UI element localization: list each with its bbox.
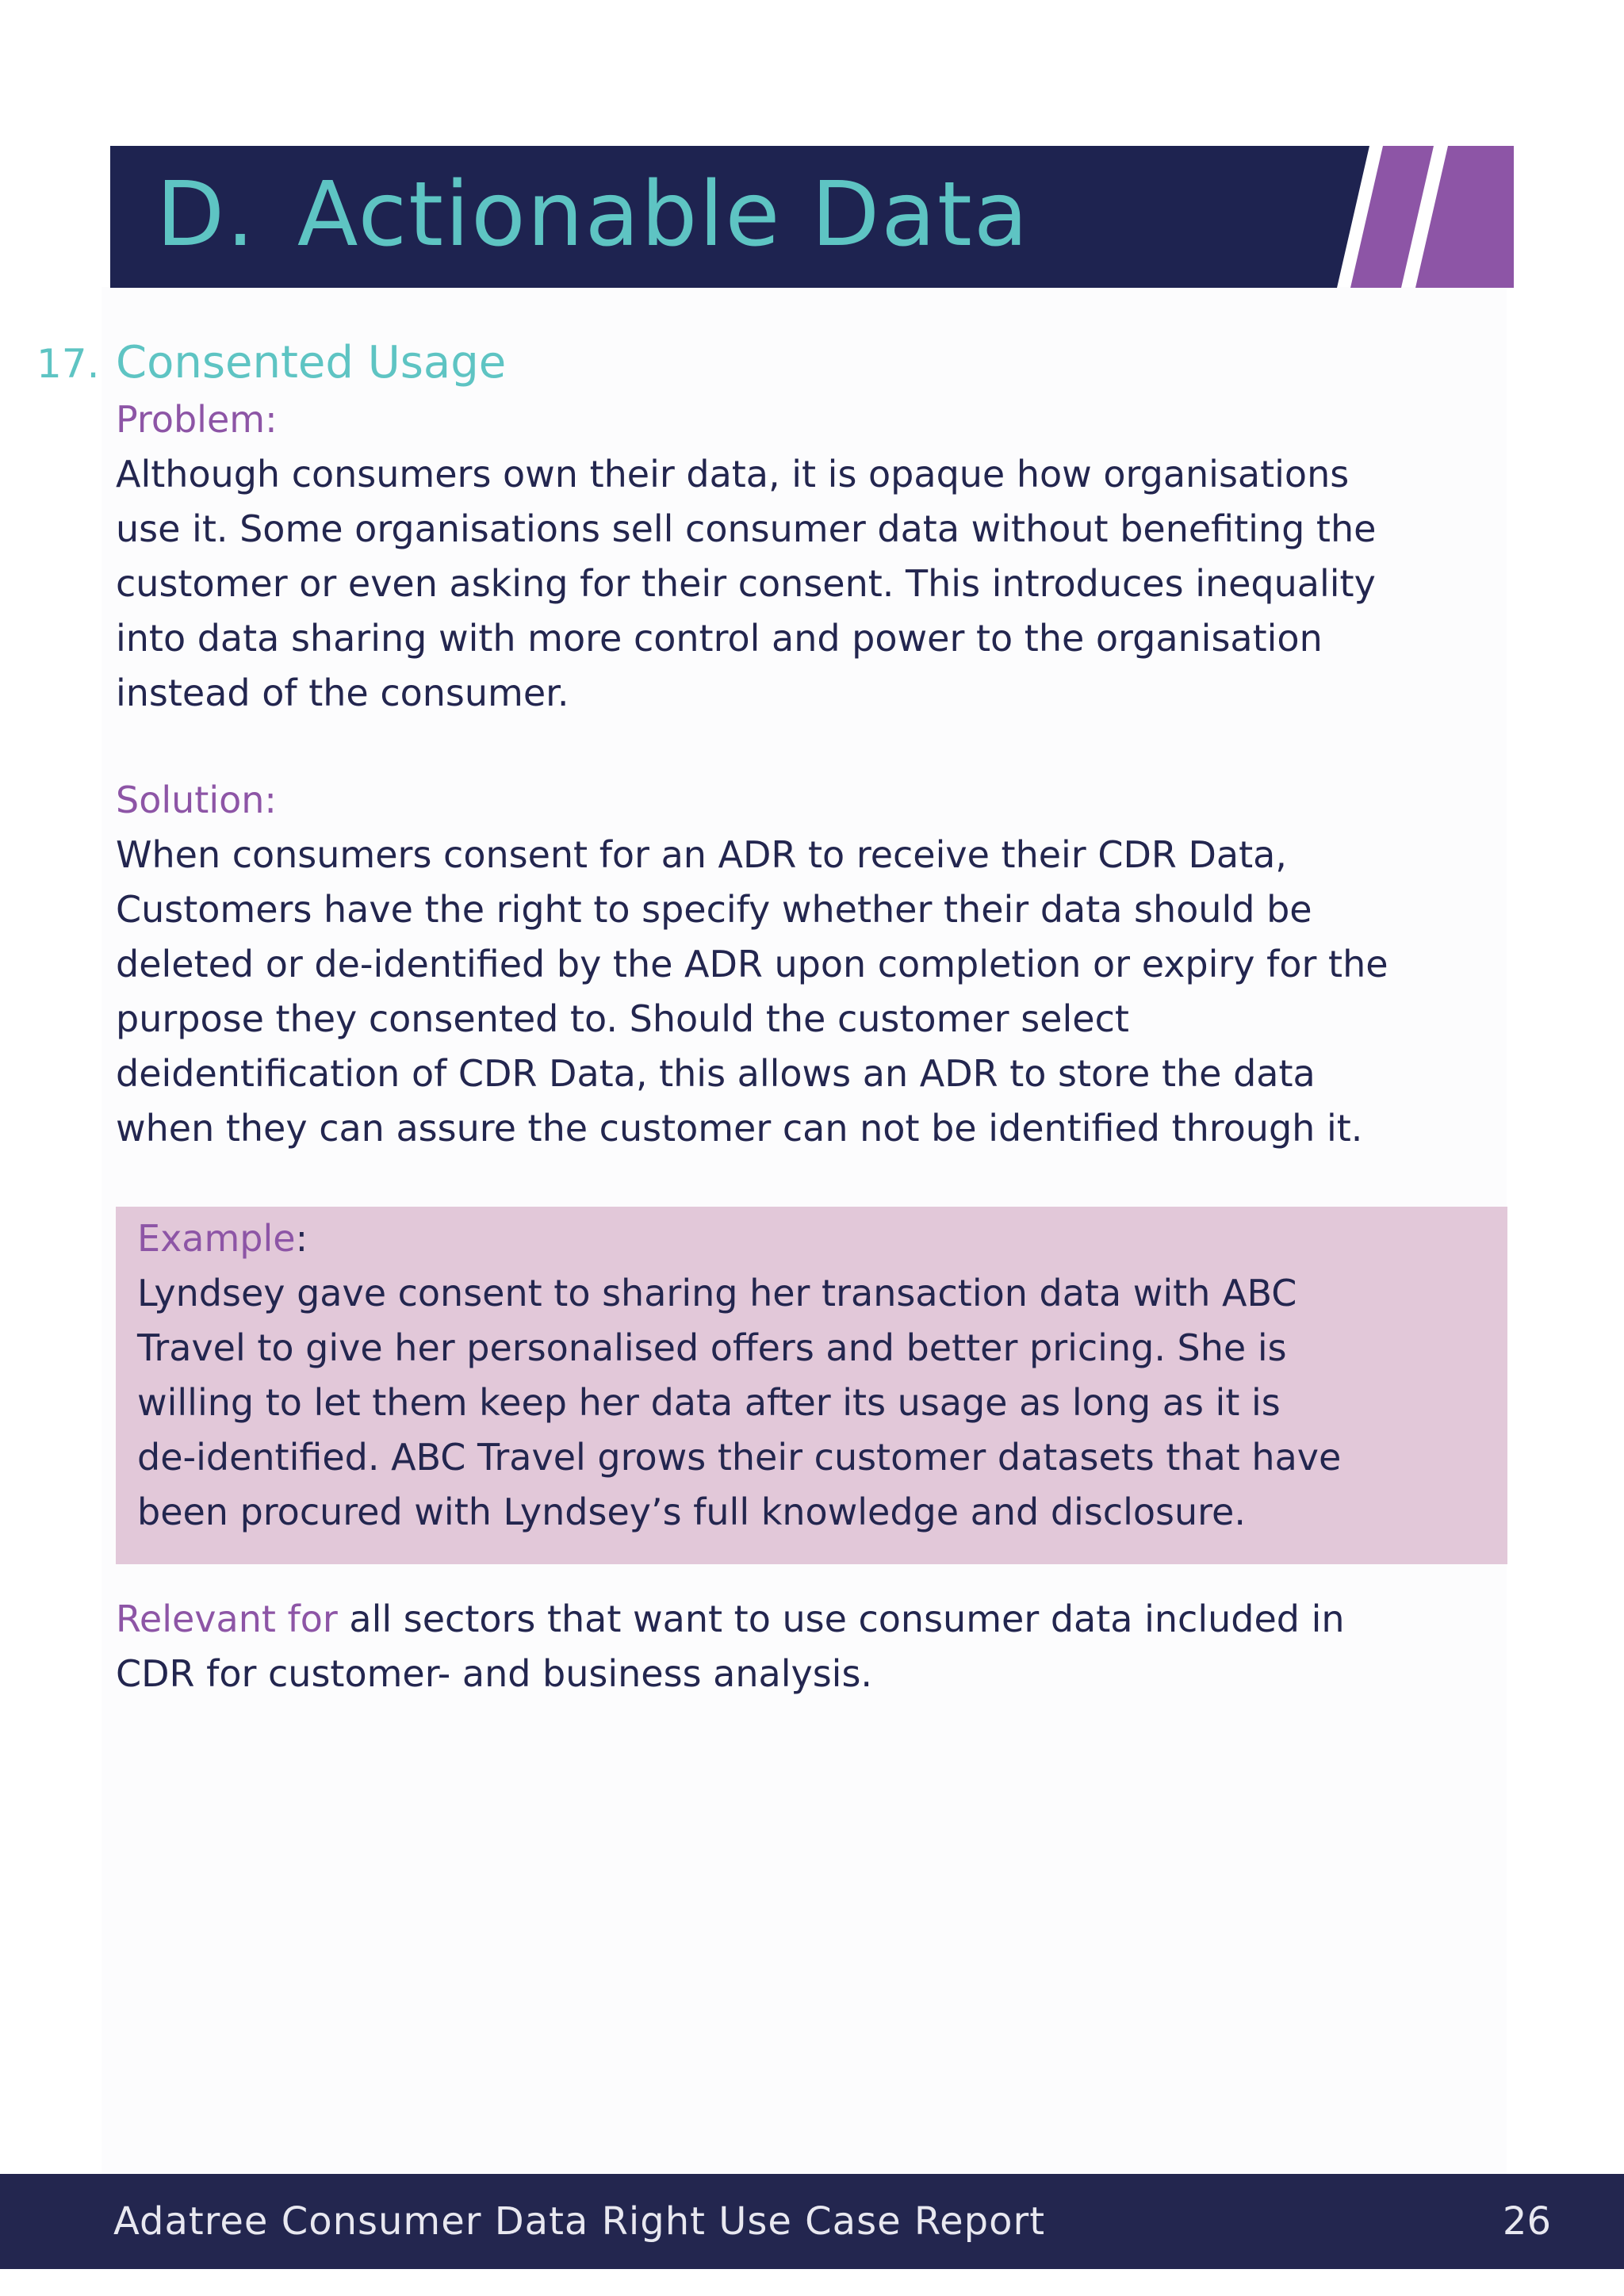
problem-line: into data sharing with more control and power to the organisation [116,617,1323,660]
problem-label: Problem: [116,398,278,441]
header-stripe-2 [1415,146,1514,288]
solution-line: deleted or de-identified by the ADR upon completion or expiry for the [116,943,1388,985]
page-footer [0,2174,1624,2269]
relevant-line-2: CDR for customer- and business analysis. [116,1652,873,1695]
problem-line: instead of the consumer. [116,672,569,714]
example-label-colon: : [295,1217,308,1260]
example-line: de-identified. ABC Travel grows their customer datasets that have [137,1436,1342,1479]
footer-page-number: 26 [1502,2199,1551,2244]
solution-line: Customers have the right to specify whether their data should be [116,888,1312,931]
section-heading [36,333,506,393]
example-callout [116,1207,1507,1564]
problem-line: Although consumers own their data, it is opaque how organisations [116,453,1350,496]
problem-line: customer or even asking for their consent. This introduces inequality [116,562,1376,605]
chapter-title [156,162,1029,268]
solution-line: When consumers consent for an ADR to receive their CDR Data, [116,833,1287,876]
example-content [137,1211,1501,1540]
problem-line: use it. Some organisations sell consumer data without benefiting the [116,507,1377,550]
example-label [137,1211,1501,1266]
solution-line: when they can assure the customer can not be identified through it. [116,1107,1363,1150]
relevant-line-1 [116,1592,1511,1647]
example-line: Travel to give her personalised offers and better pricing. She is [137,1326,1287,1369]
chapter-header-banner [110,146,1514,288]
example-line: Lyndsey gave consent to sharing her transaction data with ABC [137,1272,1297,1314]
footer-report-title: Adatree Consumer Data Right Use Case Report [113,2199,1046,2244]
example-line: willing to let them keep her data after its usage as long as it is [137,1381,1281,1424]
solution-label: Solution: [116,779,277,821]
relevant-text-1: all sectors that want to use consumer data included in [337,1598,1345,1640]
relevant-label: Relevant for [116,1598,338,1640]
example-line: been procured with Lyndsey’s full knowledge and disclosure. [137,1490,1246,1533]
solution-section [116,773,1511,1156]
chapter-letter: D. [156,163,256,266]
solution-line: deidentification of CDR Data, this allows an ADR to store the data [116,1052,1316,1095]
chapter-title-text: Actionable Data [297,163,1030,266]
problem-section [116,392,1511,721]
section-number: 17. [36,341,100,387]
example-label-text: Example [137,1217,296,1260]
solution-line: purpose they consented to. Should the customer select [116,997,1129,1040]
example-paragraph [137,1266,1501,1540]
section-title: Consented Usage [116,337,507,388]
relevant-for-section [116,1592,1511,1701]
solution-paragraph [116,828,1511,1156]
problem-paragraph [116,447,1511,721]
